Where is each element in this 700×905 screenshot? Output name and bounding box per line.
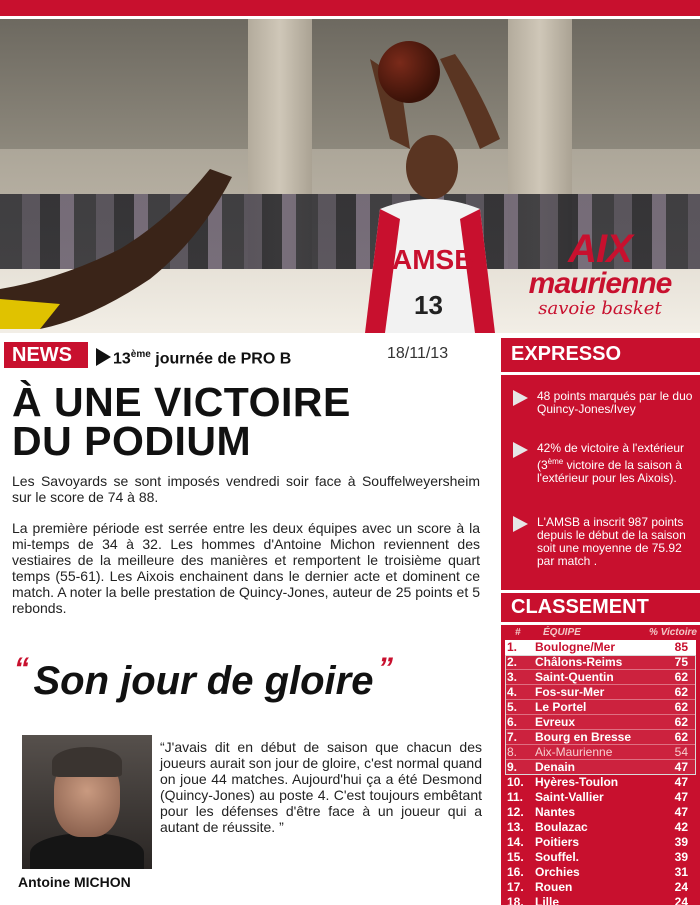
coach-hair	[52, 747, 122, 777]
logo-maurienne: maurienne	[528, 267, 672, 300]
article-paragraph-1: Les Savoyards se sont imposés vendredi soir face à Souffelweyersheim sur le score de 74 à 88.	[12, 473, 480, 505]
rank-cell: 14.	[507, 835, 524, 849]
rank-cell: 16.	[507, 865, 524, 879]
team-cell: Saint-Quentin	[535, 670, 614, 684]
pct-cell: 47	[674, 760, 688, 774]
play-arrow-icon	[96, 348, 111, 366]
table-row	[505, 865, 696, 880]
table-row	[505, 670, 696, 685]
rank-cell: 15.	[507, 850, 524, 864]
hero-photo	[0, 19, 700, 333]
headline-line1: À UNE VICTOIRE	[12, 379, 351, 425]
logo-savoie-basket: savoie basket	[538, 298, 662, 319]
pct-cell: 47	[674, 775, 688, 789]
pct-cell: 31	[674, 865, 688, 879]
pct-cell: 39	[674, 850, 688, 864]
table-row	[505, 820, 696, 835]
round-number: 13	[113, 350, 131, 368]
round-suffix: ème	[130, 349, 151, 360]
classement-title: CLASSEMENT	[511, 596, 649, 618]
classement-divider-top	[501, 590, 700, 593]
rank-cell: 4.	[507, 685, 518, 699]
sidebar	[501, 338, 700, 905]
rank-cell: 17.	[507, 880, 524, 894]
team-cell: Rouen	[535, 880, 573, 894]
team-cell: Bourg en Bresse	[535, 730, 632, 744]
team-cell: Fos-sur-Mer	[535, 685, 605, 699]
table-row	[505, 640, 696, 655]
table-row	[505, 790, 696, 805]
pct-cell: 62	[674, 685, 688, 699]
team-cell: Le Portel	[535, 700, 587, 714]
team-cell: Evreux	[535, 715, 576, 729]
expresso-item-3: L'AMSB a inscrit 987 points depuis le début de la saison soit une moyenne de 75.92 par match .	[507, 516, 697, 568]
coach-shirt	[30, 833, 144, 869]
rank-cell: 8.	[507, 745, 518, 759]
table-row	[505, 775, 696, 790]
pct-cell: 62	[674, 715, 688, 729]
coach-photo	[22, 735, 152, 869]
top-red-bar	[0, 0, 700, 16]
quote-title	[14, 652, 484, 704]
ranking-table	[505, 640, 696, 905]
table-row	[505, 880, 696, 895]
pct-cell: 62	[674, 670, 688, 684]
quote-open-mark: “	[14, 652, 29, 685]
table-row	[505, 700, 696, 715]
rank-cell: 10.	[507, 775, 524, 789]
jersey-number: 13	[414, 290, 443, 320]
quote-close-mark: ”	[377, 652, 393, 685]
team-cell: Orchies	[535, 865, 580, 879]
article-paragraph-2: La première période est serrée entre les deux équipes avec un score à la mi-temps de 34 à 32. Les hommes d'Antoine Michon reviennent des vestiaires de la meilleure des manières et remportent le troisième quart temps (55-61). Les Aixois enchainent dans le dernier acte et dominent ce match. A noter la belle prestation de Quincy-Jones, auteur de 25 points et 5 rebonds.	[12, 520, 480, 616]
team-cell: Châlons-Reims	[535, 655, 623, 669]
col-pct: % Victoire	[649, 627, 697, 638]
rank-cell: 2.	[507, 655, 518, 669]
team-logo	[500, 229, 700, 333]
pct-cell: 75	[674, 655, 688, 669]
rank-cell: 5.	[507, 700, 518, 714]
expresso-divider	[501, 372, 700, 375]
rank-cell: 9.	[507, 760, 518, 774]
rank-cell: 7.	[507, 730, 518, 744]
round-text: journée de PRO B	[150, 350, 292, 368]
basketball	[378, 41, 440, 103]
col-rank: #	[515, 627, 521, 638]
pct-cell: 85	[674, 640, 688, 654]
pct-cell: 42	[674, 820, 688, 834]
rank-cell: 11.	[507, 790, 524, 804]
team-cell: Boulazac	[535, 820, 588, 834]
pct-cell: 47	[674, 805, 688, 819]
table-row	[505, 805, 696, 820]
photo-caption: Antoine MICHON	[18, 874, 131, 890]
table-row	[505, 745, 696, 760]
team-cell: Lille	[535, 895, 560, 905]
table-row	[505, 730, 696, 745]
article-date: 18/11/13	[387, 345, 449, 362]
table-row	[505, 895, 696, 905]
headline	[12, 379, 482, 464]
bullet-arrow-icon	[513, 516, 528, 532]
table-row	[505, 715, 696, 730]
pct-cell: 62	[674, 730, 688, 744]
rank-cell: 13.	[507, 820, 524, 834]
expresso-title: EXPRESSO	[511, 343, 622, 365]
team-cell: Denain	[535, 760, 576, 774]
rank-cell: 6.	[507, 715, 518, 729]
expresso-item-2: 42% de victoire à l'extérieur (3ème victoire de la saison à l'extérieur pour les Aixois).	[507, 442, 697, 485]
team-cell: Saint-Vallier	[535, 790, 604, 804]
rank-cell: 1.	[507, 640, 518, 654]
quote-body: “J'avais dit en début de saison que chacun des joueurs aurait son jour de gloire, c'est normal quand on joue 44 matches. Aujourd'hui ça a été Desmond (Quincy-Jones) au poste 4. C'est toujours embêtant pour les défenses d'être face à un joueur qui a autant de réussite. ”	[160, 739, 482, 835]
table-row	[505, 835, 696, 850]
pct-cell: 24	[674, 895, 688, 905]
col-team: ÉQUIPE	[543, 627, 581, 638]
rank-cell: 12.	[507, 805, 524, 819]
classement-divider	[501, 622, 700, 625]
rank-cell: 18.	[507, 895, 524, 905]
expresso-item-1: 48 points marqués par le duo Quincy-Jones/Ivey	[507, 390, 697, 416]
headline-line2: DU PODIUM	[12, 418, 252, 464]
quote-title-text: Son jour de gloire	[33, 659, 374, 703]
pct-cell: 54	[674, 745, 688, 759]
team-cell: Nantes	[535, 805, 576, 819]
pct-cell: 24	[674, 880, 688, 894]
pct-cell: 39	[674, 835, 688, 849]
bullet-arrow-icon	[513, 442, 528, 458]
pct-cell: 47	[674, 790, 688, 804]
table-row	[505, 760, 696, 775]
round-label	[96, 343, 291, 371]
defender-arm	[0, 169, 240, 329]
team-cell: Hyères-Toulon	[535, 775, 619, 789]
news-tag: NEWS	[4, 342, 88, 368]
table-row	[505, 850, 696, 865]
team-cell: Aix-Maurienne	[535, 745, 613, 759]
bullet-arrow-icon	[513, 390, 528, 406]
team-cell: Boulogne/Mer	[535, 640, 615, 654]
table-row	[505, 655, 696, 670]
team-cell: Poitiers	[535, 835, 580, 849]
pct-cell: 62	[674, 700, 688, 714]
table-row	[505, 685, 696, 700]
rank-cell: 3.	[507, 670, 518, 684]
logo-aix: AIX	[568, 227, 632, 271]
team-cell: Souffel.	[535, 850, 579, 864]
jersey-text: AMSB	[392, 244, 475, 275]
